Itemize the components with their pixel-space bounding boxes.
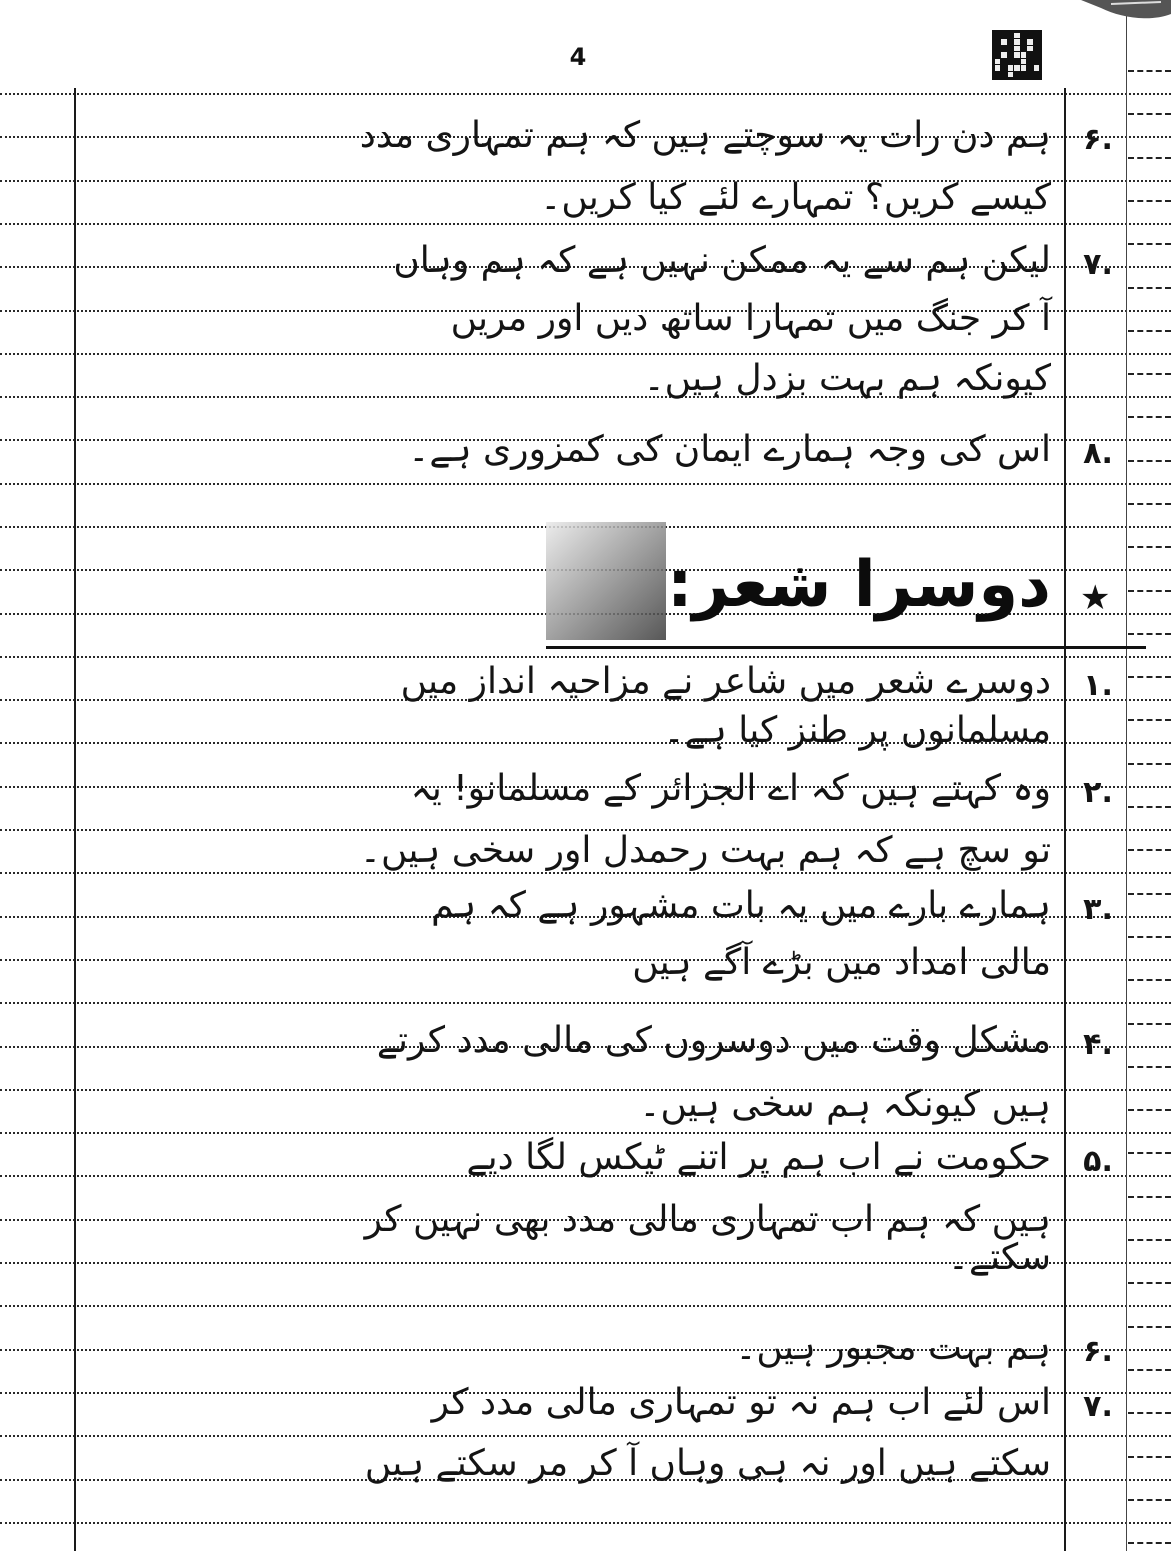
item-number: ۵. bbox=[1083, 1144, 1113, 1179]
ruled-line bbox=[0, 353, 1171, 355]
ruled-line bbox=[0, 483, 1171, 485]
heading-shading bbox=[546, 522, 666, 640]
edge-dash bbox=[1128, 676, 1171, 678]
item-number: ۴. bbox=[1083, 1027, 1113, 1062]
handwritten-line: کیسے کریں؟ تمہارے لئے کیا کریں۔ bbox=[540, 177, 1051, 218]
right-margin-line bbox=[1064, 88, 1066, 1551]
handwritten-line: آ کر جنگ میں تمہارا ساتھ دیں اور مریں bbox=[450, 298, 1051, 339]
handwritten-line: ہمارے بارے میں یہ بات مشہور ہے کہ ہم bbox=[431, 885, 1051, 926]
ruled-line bbox=[0, 1522, 1171, 1524]
handwritten-line: مشکل وقت میں دوسروں کی مالی مدد کرتے bbox=[376, 1020, 1051, 1061]
page-number: 4 bbox=[569, 43, 587, 71]
item-number: ۱. bbox=[1083, 668, 1113, 703]
edge-dash bbox=[1128, 373, 1171, 375]
handwritten-line: ہیں کیونکہ ہم سخی ہیں۔ bbox=[639, 1084, 1051, 1125]
edge-dash bbox=[1128, 460, 1171, 462]
edge-dash bbox=[1128, 330, 1171, 332]
ruled-line bbox=[0, 223, 1171, 225]
heading-underline bbox=[546, 646, 1146, 649]
edge-dash bbox=[1128, 1456, 1171, 1458]
handwritten-line: اس کی وجہ ہمارے ایمان کی کمزوری ہے۔ bbox=[408, 429, 1051, 470]
left-margin-line bbox=[74, 88, 76, 1551]
handwritten-line: دوسرے شعر میں شاعر نے مزاحیہ انداز میں bbox=[400, 661, 1051, 702]
handwritten-line: وہ کہتے ہیں کہ اے الجزائر کے مسلمانو! یہ bbox=[410, 768, 1051, 809]
ruled-line bbox=[0, 93, 1171, 95]
handwritten-line: مالی امداد میں بڑے آگے ہیں bbox=[632, 942, 1051, 983]
handwritten-line: کیونکہ ہم بہت بزدل ہیں۔ bbox=[643, 358, 1051, 399]
edge-dash bbox=[1128, 1282, 1171, 1284]
item-number: ۲. bbox=[1083, 775, 1113, 810]
ruled-line bbox=[0, 656, 1171, 658]
ruled-line bbox=[0, 872, 1171, 874]
handwritten-line: لیکن ہم سے یہ ممکن نہیں ہے کہ ہم وہاں bbox=[393, 240, 1051, 281]
handwritten-line: ہیں کہ ہم اب تمہاری مالی مدد بھی نہیں کر bbox=[364, 1199, 1051, 1240]
edge-dash bbox=[1128, 1023, 1171, 1025]
ruled-line bbox=[0, 1002, 1171, 1004]
ruled-line bbox=[0, 1435, 1171, 1437]
edge-dash bbox=[1128, 243, 1171, 245]
edge-dash bbox=[1128, 1196, 1171, 1198]
edge-dash bbox=[1128, 70, 1171, 72]
edge-dash bbox=[1128, 1499, 1171, 1501]
item-number: ۶. bbox=[1083, 122, 1113, 157]
handwritten-line: مسلمانوں پر طنز کیا ہے۔ bbox=[663, 710, 1051, 751]
edge-dash bbox=[1128, 849, 1171, 851]
qr-code-icon bbox=[992, 30, 1042, 80]
edge-dash bbox=[1128, 763, 1171, 765]
edge-dash bbox=[1128, 979, 1171, 981]
edge-dash bbox=[1128, 1412, 1171, 1414]
item-number: ۷. bbox=[1083, 1389, 1113, 1424]
ruled-line bbox=[0, 1132, 1171, 1134]
item-number: ۶. bbox=[1083, 1334, 1113, 1369]
edge-dash bbox=[1128, 287, 1171, 289]
edge-dash bbox=[1128, 1369, 1171, 1371]
edge-dash bbox=[1128, 893, 1171, 895]
edge-dash bbox=[1128, 157, 1171, 159]
item-number: ۳. bbox=[1083, 892, 1113, 927]
edge-dash bbox=[1128, 590, 1171, 592]
edge-dash bbox=[1128, 113, 1171, 115]
ruled-line bbox=[0, 1305, 1171, 1307]
page-edge-line bbox=[1126, 0, 1127, 1551]
handwritten-line: ہم دن رات یہ سوچتے ہیں کہ ہم تمہاری مدد bbox=[359, 115, 1051, 156]
handwritten-line: حکومت نے اب ہم پر اتنے ٹیکس لگا دیے bbox=[466, 1137, 1051, 1178]
handwritten-line: تو سچ ہے کہ ہم بہت رحمدل اور سخی ہیں۔ bbox=[359, 830, 1051, 871]
star-bullet-icon: ★ bbox=[1080, 578, 1111, 618]
edge-dash bbox=[1128, 1152, 1171, 1154]
edge-dash bbox=[1128, 503, 1171, 505]
handwritten-line: سکتے ہیں اور نہ ہی وہاں آ کر مر سکتے ہیں bbox=[364, 1443, 1051, 1484]
edge-dash bbox=[1128, 1326, 1171, 1328]
edge-dash bbox=[1128, 1239, 1171, 1241]
handwritten-line: سکتے۔ bbox=[947, 1237, 1051, 1278]
edge-dash bbox=[1128, 633, 1171, 635]
handwritten-line: ہم بہت مجبور ہیں۔ bbox=[735, 1327, 1051, 1368]
edge-dash bbox=[1128, 1542, 1171, 1544]
edge-dash bbox=[1128, 1066, 1171, 1068]
edge-dash bbox=[1128, 1109, 1171, 1111]
item-number: ۷. bbox=[1083, 247, 1113, 282]
edge-dash bbox=[1128, 806, 1171, 808]
edge-dash bbox=[1128, 936, 1171, 938]
corner-fold bbox=[1061, 0, 1171, 22]
section-heading: دوسرا شعر: bbox=[666, 548, 1051, 622]
item-number: ۸. bbox=[1083, 436, 1113, 471]
handwritten-line: اس لئے اب ہم نہ تو تمہاری مالی مدد کر bbox=[431, 1382, 1051, 1423]
edge-dash bbox=[1128, 416, 1171, 418]
edge-dash bbox=[1128, 200, 1171, 202]
edge-dash bbox=[1128, 719, 1171, 721]
edge-dash bbox=[1128, 546, 1171, 548]
